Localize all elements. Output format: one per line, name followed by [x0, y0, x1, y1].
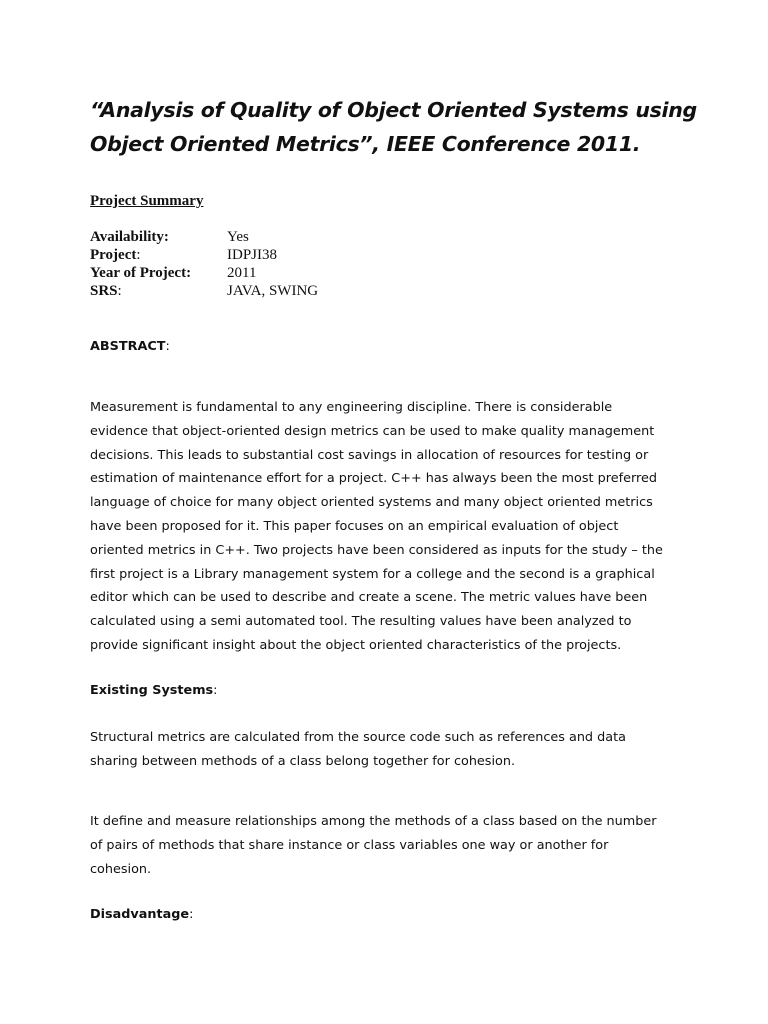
disadvantage-heading: Disadvantage: — [90, 907, 194, 922]
abstract-line: decisions. This leads to substantial cost savings in allocation of resources for testing or — [90, 447, 649, 463]
paragraph-line: sharing between methods of a class belong together for cohesion. — [90, 753, 516, 769]
existing-systems-paragraph-1 — [90, 726, 690, 774]
info-key: Availability: — [90, 229, 169, 245]
project-summary-heading: Project Summary — [90, 193, 204, 209]
abstract-line: language of choice for many object oriented systems and many object oriented metrics — [90, 495, 653, 511]
info-value: JAVA, SWING — [227, 283, 319, 299]
info-value: 2011 — [227, 265, 257, 281]
document-title — [90, 93, 730, 161]
abstract-line: first project is a Library management system for a college and the second is a graphical — [90, 566, 655, 582]
info-key: Year of Project: — [90, 265, 192, 281]
existing-systems-heading: Existing Systems: — [90, 683, 218, 698]
info-key: Project: — [90, 247, 141, 263]
abstract-heading: ABSTRACT: — [90, 339, 170, 354]
info-key: SRS: — [90, 283, 122, 299]
abstract-line: provide significant insight about the object oriented characteristics of the projects. — [90, 637, 622, 653]
abstract-line: oriented metrics in C++. Two projects have been considered as inputs for the study – the — [90, 542, 663, 558]
paragraph-line: Structural metrics are calculated from the source code such as references and data — [90, 730, 626, 745]
abstract-line: estimation of maintenance effort for a project. C++ has always been the most preferred — [90, 471, 657, 487]
paragraph-line: of pairs of methods that share instance or class variables one way or another for — [90, 837, 609, 853]
paragraph-line: It define and measure relationships among the methods of a class based on the number — [90, 814, 657, 829]
abstract-paragraph — [90, 396, 690, 658]
info-value: Yes — [227, 229, 249, 245]
abstract-line: editor which can be used to describe and create a scene. The metric values have been — [90, 590, 648, 606]
info-value: IDPJI38 — [227, 247, 278, 263]
abstract-line: Measurement is fundamental to any engineering discipline. There is considerable — [90, 400, 613, 415]
abstract-line: calculated using a semi automated tool. The resulting values have been analyzed to — [90, 614, 632, 630]
abstract-line: have been proposed for it. This paper focuses on an empirical evaluation of object — [90, 518, 619, 534]
existing-systems-paragraph-2 — [90, 810, 690, 881]
title-line-2: Object Oriented Metrics”, IEEE Conference 2011. — [90, 132, 641, 156]
abstract-line: evidence that object-oriented design metrics can be used to make quality management — [90, 423, 655, 439]
paragraph-line: cohesion. — [90, 861, 152, 877]
title-line-1: “Analysis of Quality of Object Oriented Systems using — [90, 98, 697, 122]
